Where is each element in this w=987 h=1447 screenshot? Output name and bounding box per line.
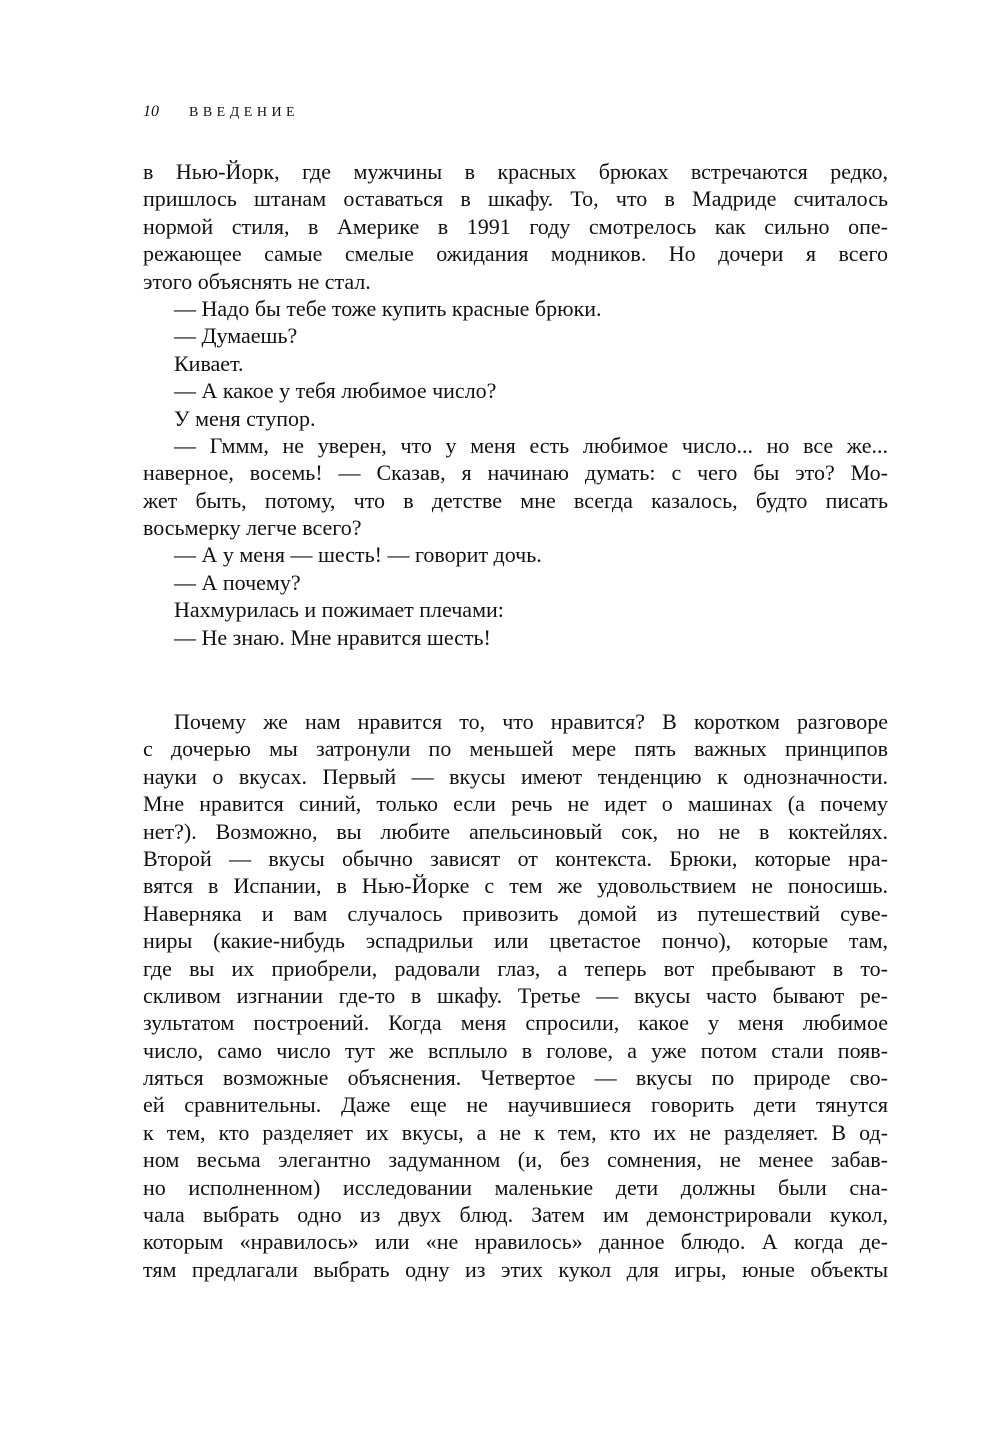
text-line: ниры (какие-нибудь эспадрильи или цветастое пончо), которые там,: [143, 928, 888, 954]
text-line: — А у меня — шесть! — говорит дочь.: [174, 542, 542, 568]
text-line: с дочерью мы затронули по меньшей мере пять важных принципов: [143, 736, 888, 762]
text-line: — А какое у тебя любимое число?: [174, 378, 497, 404]
text-line: ном весьма элегантно задуманном (и, без сомнения, не менее забав-: [143, 1147, 888, 1173]
text-line: — Гммм, не уверен, что у меня есть любимое число... но все же...: [174, 432, 888, 458]
text-line: режающее самые смелые ожидания модников. Но дочери я всего: [143, 241, 888, 267]
text-line: тям предлагали выбрать одну из этих кукол для игры, юные объекты: [143, 1256, 888, 1282]
body-paragraph: [143, 708, 888, 1283]
text-line: этого объяснять не стал.: [143, 268, 371, 294]
text-line: Кивает.: [174, 350, 244, 376]
text-line: где вы их приобрели, радовали глаз, а теперь вот пребывают в то-: [143, 955, 888, 981]
running-head: [143, 102, 299, 123]
text-line: Нахмурилась и пожимает плечами:: [174, 597, 504, 623]
text-line: науки о вкусах. Первый — вкусы имеют тенденцию к однозначности.: [143, 763, 888, 789]
text-line: Второй — вкусы обычно зависят от контекста. Брюки, которые нра-: [143, 845, 888, 871]
text-line: Наверняка и вам случалось привозить домой из путешествий суве-: [143, 900, 888, 926]
text-line: нет?). Возможно, вы любите апельсиновый сок, но не в коктейлях.: [143, 818, 888, 844]
text-line: но исполненном) исследовании маленькие дети должны были сна-: [143, 1174, 888, 1200]
text-line: — А почему?: [174, 569, 301, 595]
text-line: скливом изгнании где-то в шкафу. Третье — вкусы часто бывают ре-: [143, 982, 888, 1008]
dialogue-passage: [143, 158, 888, 651]
text-line: — Надо бы тебе тоже купить красные брюки.: [174, 295, 602, 321]
text-line: — Думаешь?: [174, 323, 298, 349]
text-line: У меня ступор.: [174, 405, 316, 431]
section-title: ВВЕДЕНИЕ: [189, 105, 300, 120]
text-line: Мне нравится синий, только если речь не идет о машинах (а почему: [143, 791, 888, 817]
text-line: зультатом построений. Когда меня спросили, какое у меня любимое: [143, 1010, 888, 1036]
text-line: которым «нравилось» или «не нравилось» данное блюдо. А когда де-: [143, 1229, 888, 1255]
text-line: вятся в Испании, в Нью-Йорке с тем же удовольствием не поносишь.: [143, 873, 888, 899]
text-line: — Не знаю. Мне нравится шесть!: [174, 624, 491, 650]
text-line: в Нью-Йорк, где мужчины в красных брюках встречаются редко,: [143, 159, 888, 184]
text-line: ляться возможные объяснения. Четвертое — вкусы по природе сво-: [143, 1065, 888, 1091]
text-line: ей сравнительны. Даже еще не научившиеся говорить дети тянутся: [143, 1092, 888, 1118]
text-line: жет быть, потому, что в детстве мне всегда казалось, будто писать: [143, 487, 888, 513]
text-line: к тем, кто разделяет их вкусы, а не к тем, кто их не разделяет. В од-: [143, 1119, 888, 1145]
page-number: 10: [143, 103, 159, 120]
text-line: восьмерку легче всего?: [143, 515, 362, 541]
text-line: пришлось штанам оставаться в шкафу. То, что в Мадриде считалось: [143, 186, 888, 212]
text-line: Почему же нам нравится то, что нравится? В коротком разговоре: [174, 709, 888, 734]
text-line: число, само число тут же всплыло в голове, а уже потом стали появ-: [143, 1037, 888, 1063]
text-line: нормой стиля, в Америке в 1991 году смотрелось как сильно опе-: [143, 213, 888, 239]
text-line: наверное, восемь! — Сказав, я начинаю думать: с чего бы это? Мо-: [143, 460, 888, 486]
text-line: чала выбрать одно из двух блюд. Затем им демонстрировали кукол,: [143, 1202, 888, 1228]
